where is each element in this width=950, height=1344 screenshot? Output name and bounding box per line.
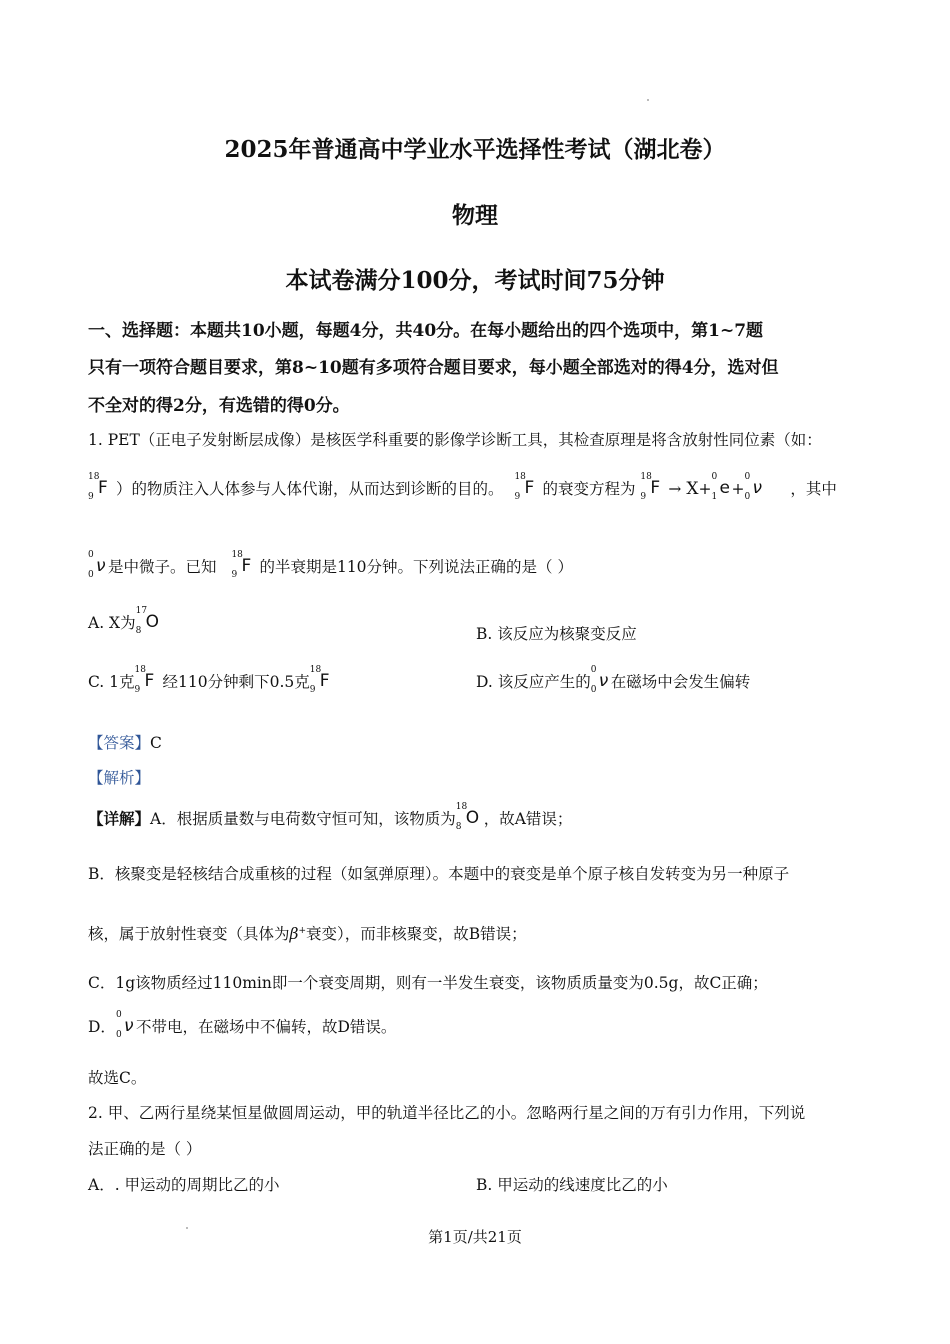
conclusion: 故选C。 bbox=[88, 1069, 147, 1087]
detail-a: 【详解】A．根据质量数与电荷数守恒可知，该物质为 18 8 O ，故A错误； bbox=[88, 800, 572, 840]
neutrino-symbol: 0 0 ν bbox=[590, 665, 609, 695]
isotope-f18: 18 9 F bbox=[88, 472, 108, 502]
q1-stem-line2: 18 9 F ）的物质注入人体参与人体代谢，从而达到诊断的目的。 18 9 F 的衰变方程为 18 9 F → X+ 0 1 e + 0 0 ν ，其中 bbox=[88, 470, 837, 510]
exam-info: 本试卷满分100分，考试时间75分钟 bbox=[285, 267, 665, 294]
isotope-f18: 18 9 F bbox=[514, 472, 535, 502]
isotope-f18: 18 9 F bbox=[134, 665, 155, 695]
detail-b-line1: B．核聚变是轻核结合成重核的过程（如氢弹原理）。本题中的衰变是单个原子核自发转变为另一种原子 bbox=[88, 865, 790, 883]
q2-option-b[interactable]: B. 甲运动的线速度比乙的小 bbox=[476, 1176, 668, 1194]
section-instructions-line3: 不全对的得2分，有选错的得0分。 bbox=[88, 396, 350, 416]
scan-dot bbox=[647, 99, 649, 101]
q2-option-a[interactable]: A．. 甲运动的周期比乙的小 bbox=[88, 1176, 280, 1194]
beta-plus-symbol: β+ bbox=[289, 925, 307, 943]
decay-equation: 18 9 F → X+ 0 1 e + 0 0 ν bbox=[640, 472, 762, 502]
neutrino-symbol: 0 0 ν bbox=[115, 1010, 134, 1040]
answer-value: C bbox=[150, 734, 162, 752]
q1-option-a[interactable]: A. X为 17 8 O bbox=[88, 604, 164, 644]
section-instructions-line1: 一、选择题：本题共10小题，每题4分，共40分。在每小题给出的四个选项中，第1~7题 bbox=[88, 321, 764, 341]
q1-option-c[interactable]: C. 1克 18 9 F 经110分钟剩下0.5克 18 9 F bbox=[88, 663, 338, 703]
q1-option-b[interactable]: B. 该反应为核聚变反应 bbox=[476, 625, 637, 643]
isotope-f18: 18 9 F bbox=[231, 550, 252, 580]
answer-line bbox=[88, 731, 162, 753]
subject-title: 物理 bbox=[452, 202, 498, 229]
detail-d: D． 0 0 ν 不带电，在磁场中不偏转，故D错误。 bbox=[88, 1008, 396, 1048]
detail-b-line2: 核，属于放射性衰变（具体为β+衰变），而非核聚变，故B错误； bbox=[88, 925, 527, 943]
q1-option-d[interactable]: D. 该反应产生的 0 0 ν 在磁场中会发生偏转 bbox=[476, 663, 750, 703]
page-number: 第1页/共21页 bbox=[428, 1228, 522, 1246]
isotope-f18: 18 9 F bbox=[309, 665, 330, 695]
q2-stem-line1: 2. 甲、乙两行星绕某恒星做圆周运动，甲的轨道半径比乙的小。忽略两行星之间的万有引力作用，下列说 bbox=[88, 1104, 806, 1122]
neutrino-symbol: 0 0 ν bbox=[88, 550, 106, 580]
scan-dot bbox=[186, 1227, 188, 1229]
isotope-o18: 18 8 O bbox=[455, 802, 480, 832]
isotope-o17: 17 8 O bbox=[135, 606, 159, 636]
section-instructions-line2: 只有一项符合题目要求，第8~10题有多项符合题目要求，每小题全部选对的得4分，选对但 bbox=[88, 358, 779, 378]
exam-title: 2025年普通高中学业水平选择性考试（湖北卷） bbox=[224, 136, 726, 163]
detail-label: 【详解】 bbox=[88, 809, 151, 828]
detail-c: C．1g该物质经过110min即一个衰变周期，则有一半发生衰变，该物质质量变为0.5g，故C正确； bbox=[88, 974, 768, 992]
q2-stem-line2: 法正确的是（ ） bbox=[88, 1140, 202, 1158]
q1-stem-line3: 0 0 ν 是中微子。已知 18 9 F 的半衰期是110分钟。下列说法正确的是（ ） bbox=[88, 548, 573, 588]
q1-stem-line1: 1. PET（正电子发射断层成像）是核医学科重要的影像学诊断工具，其检查原理是将含放射性同位素（如： bbox=[88, 431, 822, 449]
answer-label: 【答案】 bbox=[88, 734, 151, 752]
analysis-label: 【解析】 bbox=[88, 769, 151, 787]
